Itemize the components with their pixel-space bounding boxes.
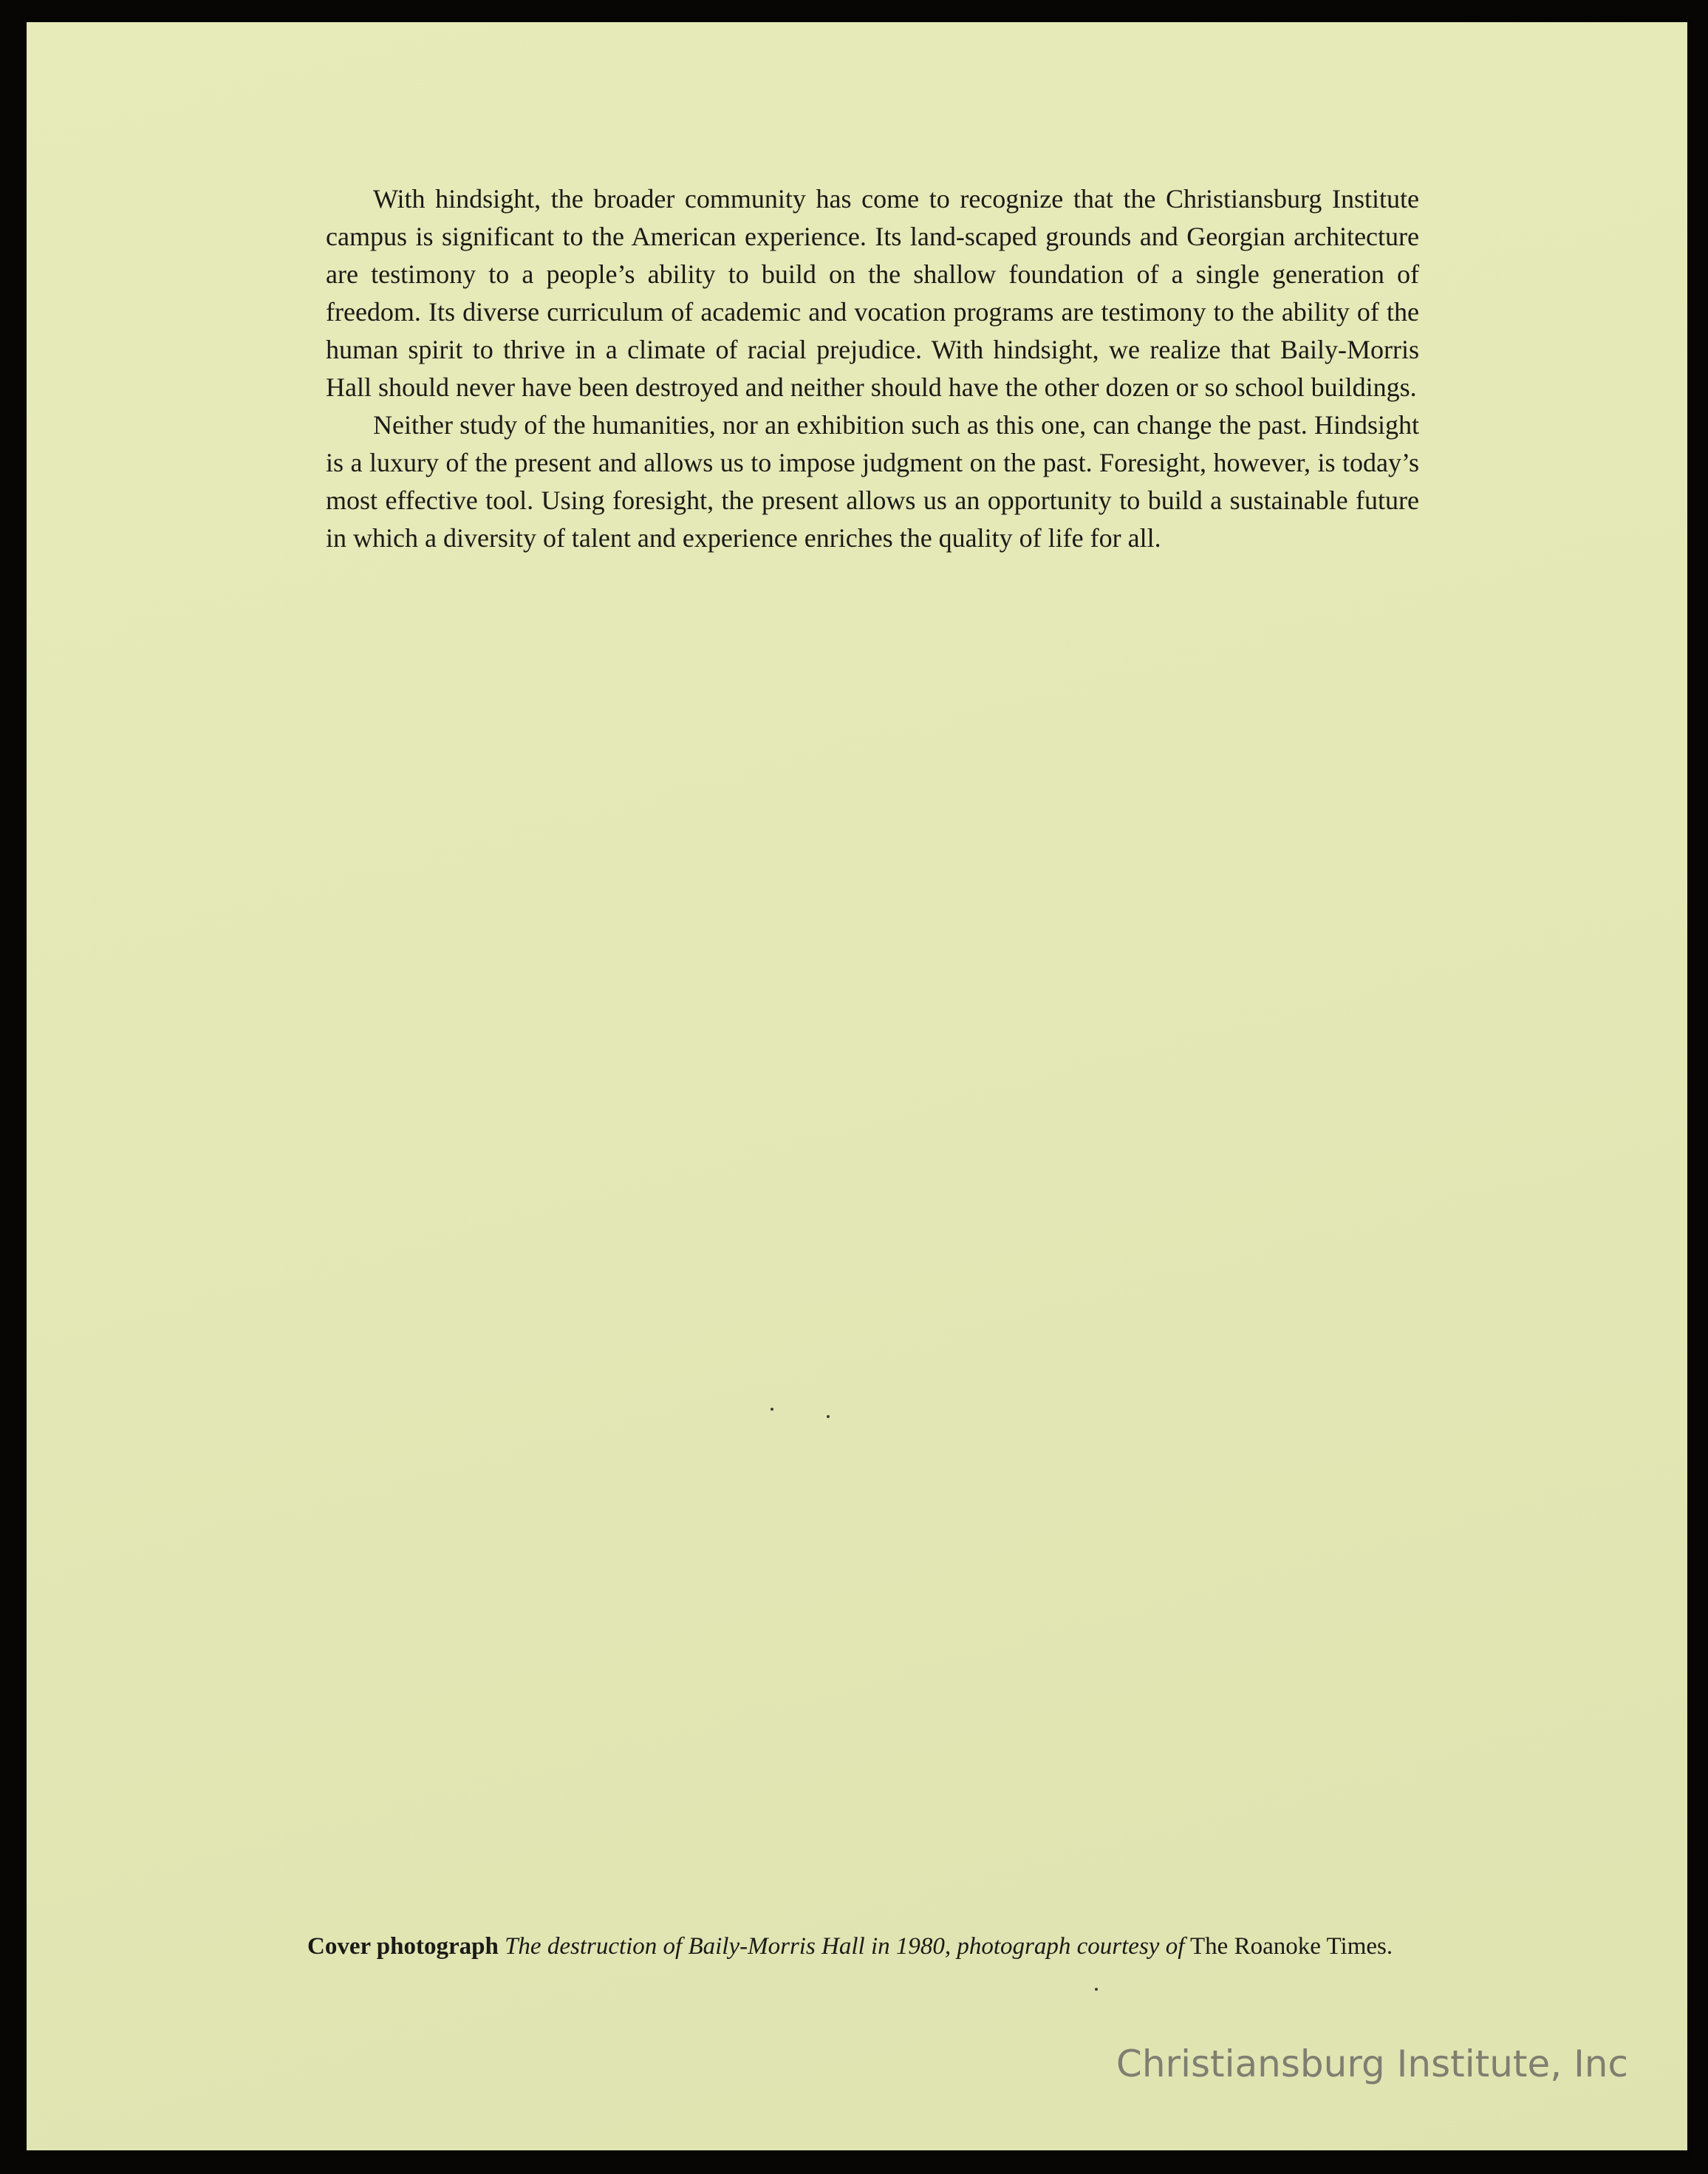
- body-text: [326, 180, 1419, 557]
- caption-source: The Roanoke Times.: [1190, 1933, 1393, 1960]
- paper-speck: [1095, 1988, 1098, 1991]
- paper-speck: [827, 1415, 830, 1418]
- paragraph-2: Neither study of the humanities, nor an exhibition such as this one, can change the past. Hindsight is a luxury of the present and allows us to impose judgment on the past. Foresight, however, is today’s most effective tool. Using foresight, the present allows us an opportunity to build a sustainable future in which a diversity of talent and experience enriches the quality of life for all.: [326, 410, 1419, 553]
- document-page: [27, 22, 1687, 2150]
- watermark: Christiansburg Institute, Inc: [1116, 2042, 1628, 2085]
- cover-photo-caption: [307, 1930, 1430, 1963]
- caption-lead: Cover photograph: [307, 1933, 499, 1960]
- paragraph-1: With hindsight, the broader community has come to recognize that the Christiansburg Institute campus is significant to the American experience. Its land-scaped grounds and Georgian architecture are testimony to a people’s ability to build on the shallow foundation of a single generation of freedom. Its diverse curriculum of academic and vocation programs are testimony to the ability of the human spirit to thrive in a climate of racial prejudice. With hindsight, we realize that Baily-Morris Hall should never have been destroyed and neither should have the other dozen or so school buildings.: [326, 184, 1419, 402]
- paper-speck: [771, 1408, 773, 1411]
- caption-description: The destruction of Baily-Morris Hall in 1980, photograph courtesy of: [505, 1933, 1185, 1960]
